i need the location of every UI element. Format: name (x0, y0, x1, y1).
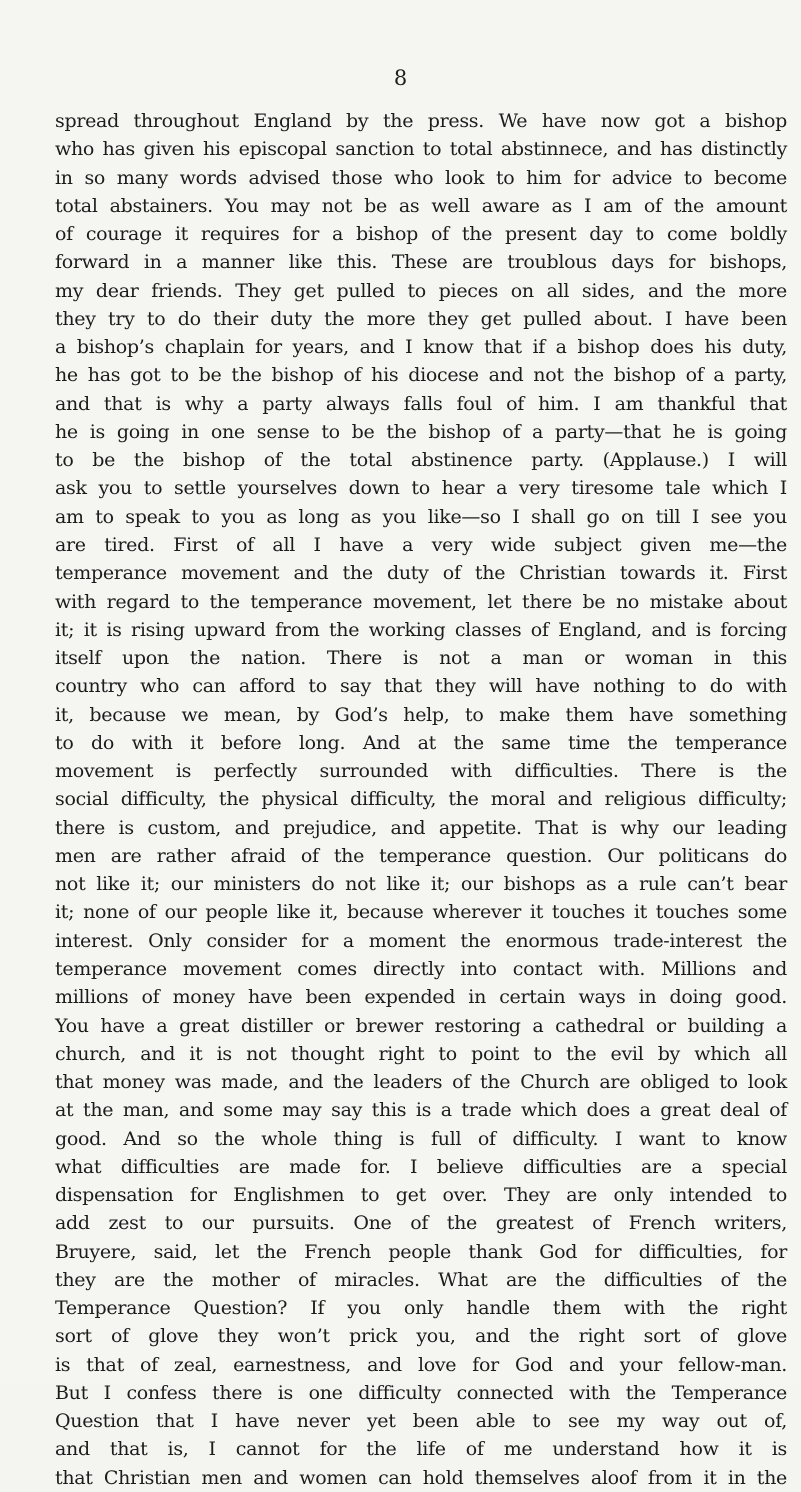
text-line: who has given his episcopal sanction to total abstinnece, and has distinctly (55, 138, 787, 161)
text-line: he is going in one sense to be the bishop of a party—that he is going (55, 420, 787, 443)
text-line: forward in a manner like this. These are troublous days for bishops, (55, 251, 787, 274)
text-line: it; it is rising upward from the working classes of England, and is forcing (55, 618, 787, 641)
text-line: sort of glove they won’t prick you, and the right sort of glove (55, 1325, 787, 1348)
text-line: social difficulty, the physical difficulty, the moral and religious difficulty; (55, 788, 787, 811)
text-line: they try to do their duty the more they get pulled about. I have been (55, 307, 787, 330)
text-line: and that is, I cannot for the life of me understand how it is (55, 1438, 787, 1461)
text-line: But I confess there is one difficulty connected with the Temperance (55, 1381, 787, 1404)
text-line: are tired. First of all I have a very wide subject given me—the (55, 533, 787, 556)
text-line: itself upon the nation. There is not a man or woman in this (55, 647, 787, 670)
text-line: he has got to be the bishop of his diocese and not the bishop of a party, (55, 364, 787, 387)
text-line: Bruyere, said, let the French people thank God for difficulties, for (55, 1240, 787, 1263)
text-line: not like it; our ministers do not like it; our bishops as a rule can’t bear (55, 873, 787, 896)
text-line: add zest to our pursuits. One of the greatest of French writers, (55, 1212, 787, 1235)
text-line: in so many words advised those who look to him for advice to become (55, 166, 787, 189)
text-line: it; none of our people like it, because wherever it touches it touches some (55, 901, 787, 924)
text-line: it, because we mean, by God’s help, to make them have something (55, 703, 787, 726)
text-line: that money was made, and the leaders of the Church are obliged to look (55, 1071, 787, 1094)
text-line: interest. Only consider for a moment the enormous trade-interest the (55, 929, 787, 952)
text-line: good. And so the whole thing is full of difficulty. I want to know (55, 1127, 787, 1150)
text-line: men are rather afraid of the temperance question. Our politicans do (55, 844, 787, 867)
text-line: Temperance Question? If you only handle them with the right (55, 1297, 787, 1320)
text-line: ask you to settle yourselves down to hear a very tiresome tale which I (55, 477, 787, 500)
text-line: spread throughout England by the press. We have now got a bishop (55, 110, 787, 132)
text-line: church, and it is not thought right to point to the evil by which all (55, 1042, 787, 1065)
text-line: am to speak to you as long as you like—so I shall go on till I see you (55, 505, 787, 528)
text-line: temperance movement and the duty of the Christian towards it. First (55, 562, 787, 585)
text-line: and that is why a party always falls foul of him. I am thankful that (55, 392, 787, 415)
text-line: at the man, and some may say this is a trade which does a great deal of (55, 1099, 787, 1122)
text-line: to do with it before long. And at the same time the temperance (55, 731, 787, 754)
text-line: is that of zeal, earnestness, and love for God and your fellow-man. (55, 1353, 787, 1376)
text-line: millions of money have been expended in certain ways in doing good. (55, 986, 787, 1009)
text-line: they are the mother of miracles. What are the difficulties of the (55, 1268, 787, 1291)
text-line: Question that I have never yet been able to see my way out of, (55, 1410, 787, 1433)
text-line: dispensation for Englishmen to get over. They are only intended to (55, 1184, 787, 1207)
body-text (55, 107, 787, 1492)
page-number: 8 (393, 66, 408, 90)
text-line: my dear friends. They get pulled to pieces on all sides, and the more (55, 279, 787, 302)
text-line: of courage it requires for a bishop of the present day to come boldly (55, 223, 787, 246)
text-line: there is custom, and prejudice, and appetite. That is why our leading (55, 816, 787, 839)
text-line: that Christian men and women can hold themselves aloof from it in the (55, 1466, 787, 1489)
text-line: temperance movement comes directly into contact with. Millions and (55, 957, 787, 980)
text-line: what difficulties are made for. I believe difficulties are a special (55, 1155, 787, 1178)
text-line: country who can afford to say that they will have nothing to do with (55, 675, 787, 698)
text-line: movement is perfectly surrounded with difficulties. There is the (55, 760, 787, 783)
text-line: You have a great distiller or brewer restoring a cathedral or building a (55, 1014, 787, 1037)
text-line: a bishop’s chaplain for years, and I know that if a bishop does his duty, (55, 336, 787, 359)
text-line: total abstainers. You may not be as well aware as I am of the amount (55, 194, 787, 217)
text-line: with regard to the temperance movement, let there be no mistake about (55, 590, 787, 613)
text-line: to be the bishop of the total abstinence party. (Applause.) I will (55, 449, 787, 472)
